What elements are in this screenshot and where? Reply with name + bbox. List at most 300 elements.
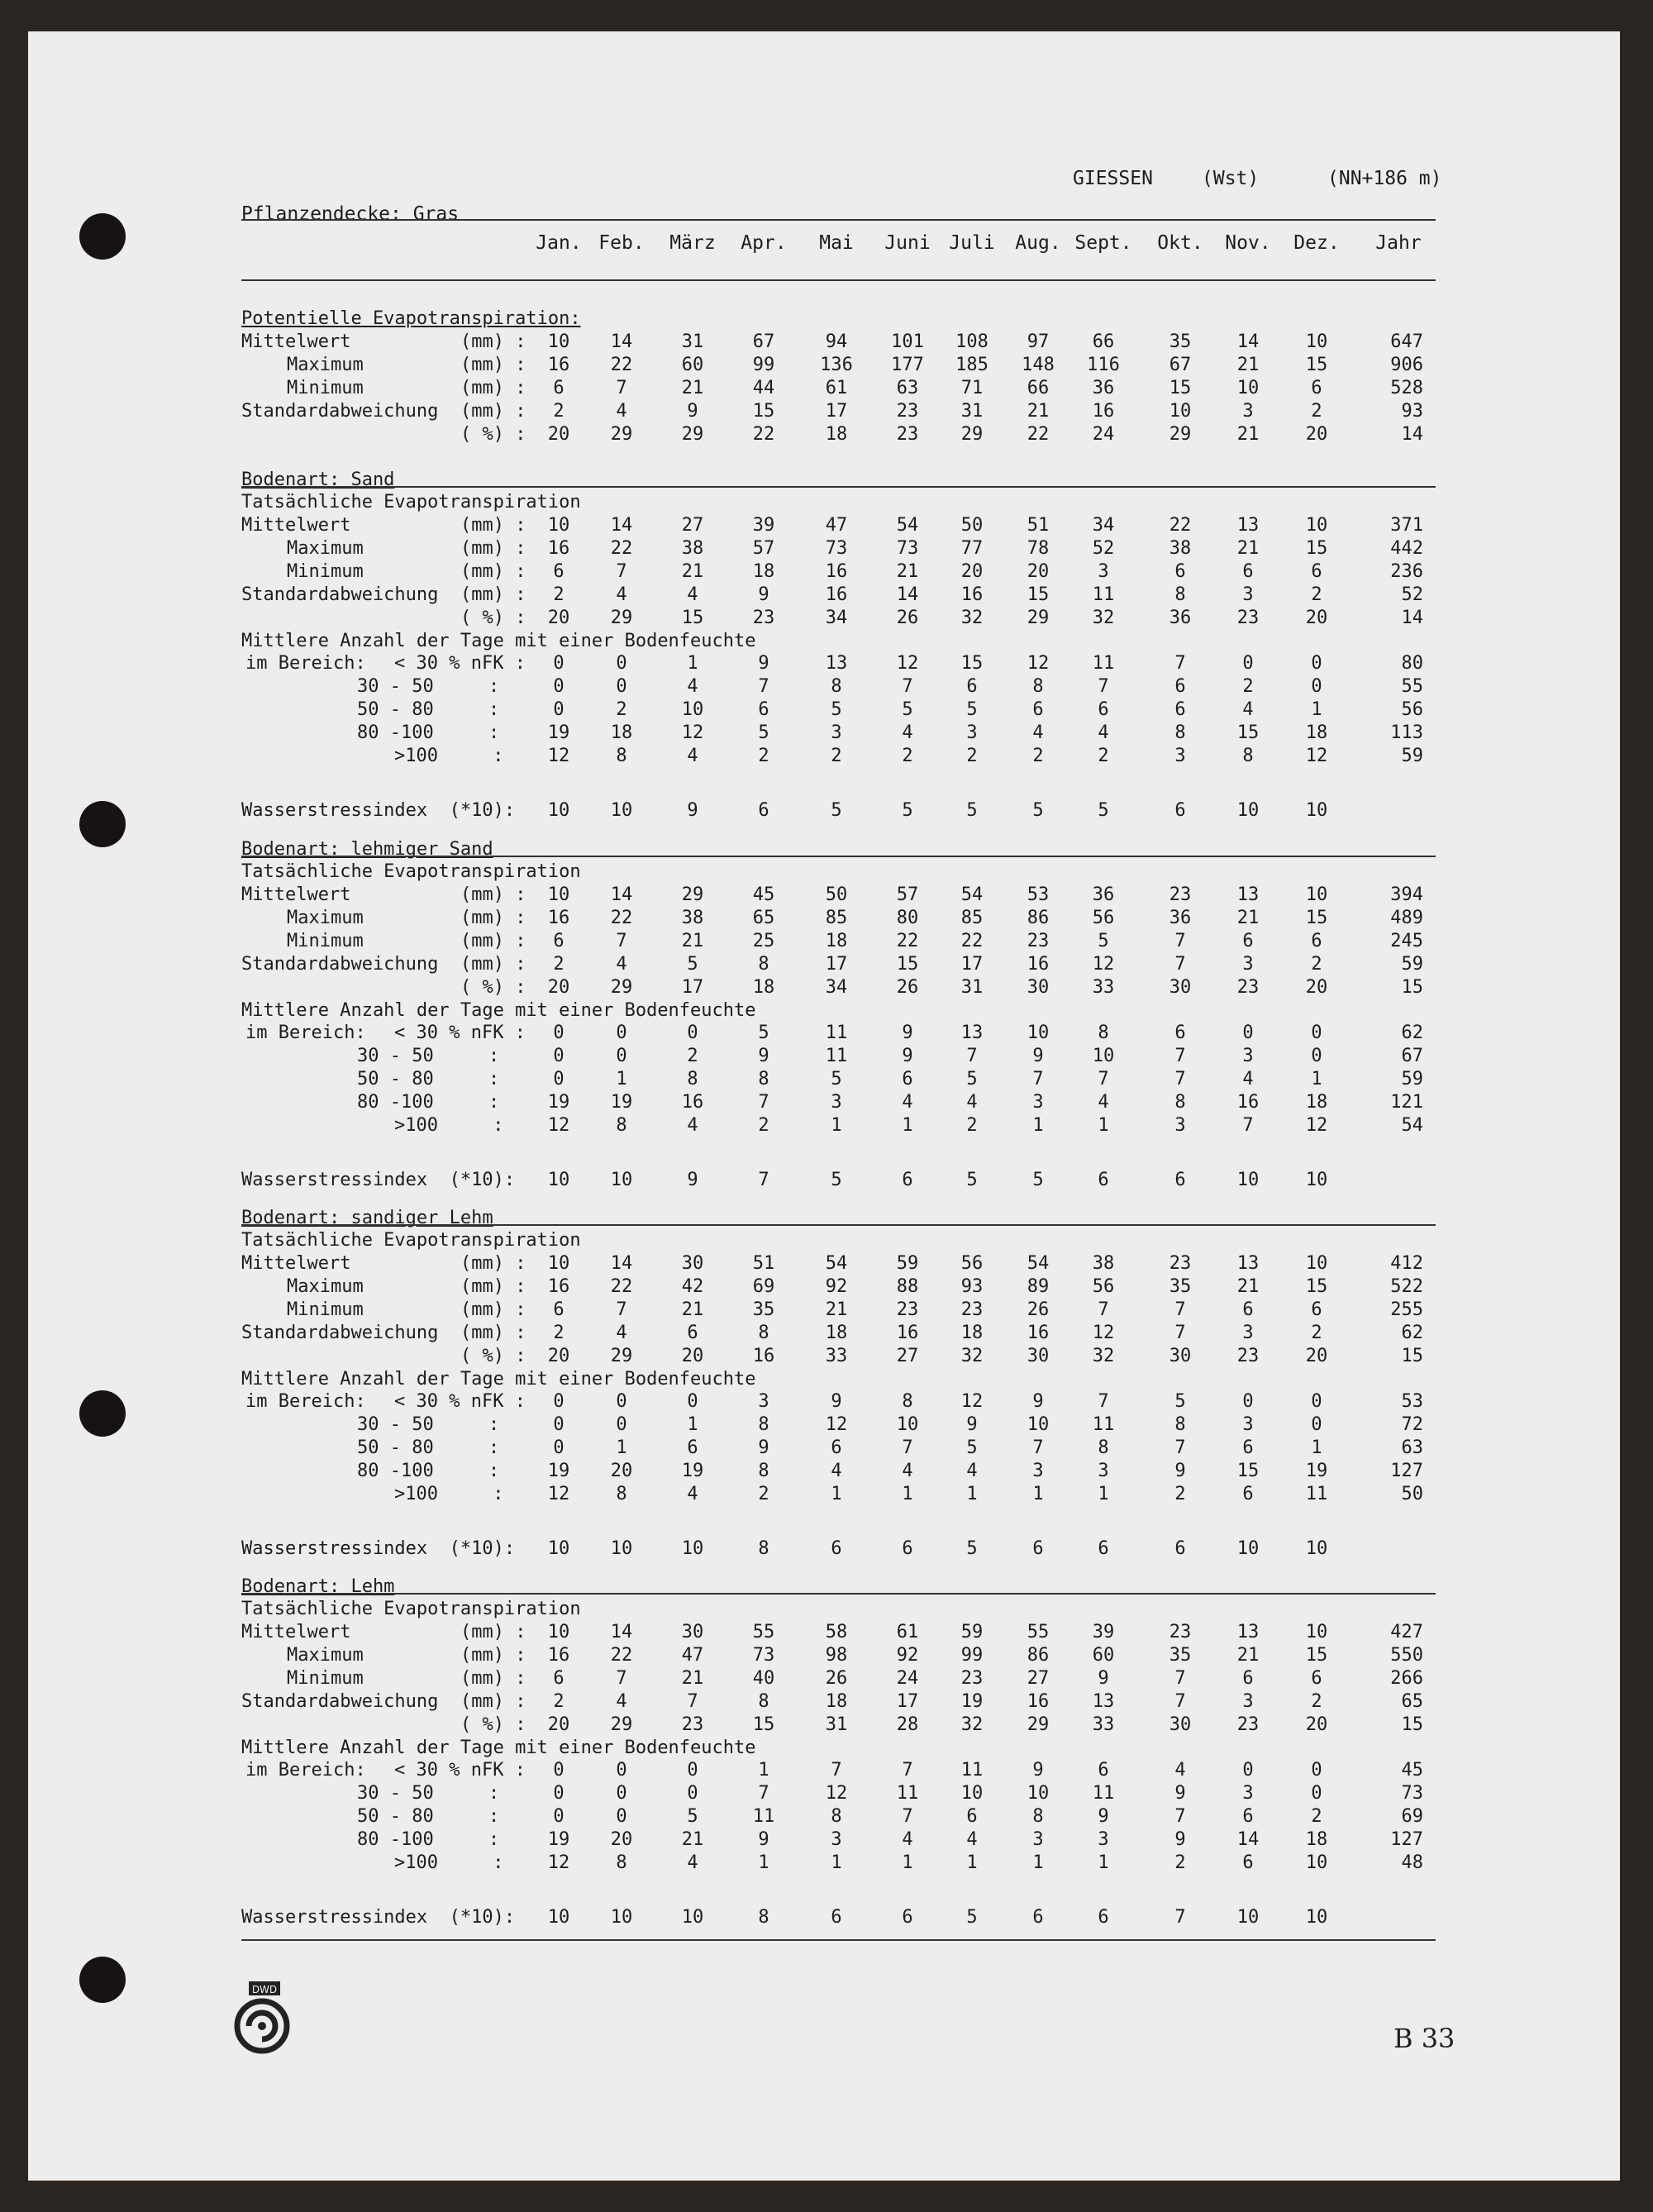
- moisture-row: [241, 1806, 1456, 1829]
- value-cell: 21: [681, 931, 704, 951]
- value-cell: 2: [1174, 1484, 1186, 1504]
- value-cell: 3: [1098, 1461, 1109, 1481]
- range-label: 80 -100 :: [357, 1461, 500, 1481]
- value-cell: 4: [687, 746, 698, 766]
- month-header: Okt.: [1157, 232, 1203, 254]
- value-cell: 18: [610, 722, 633, 743]
- value-cell: 24: [896, 1668, 919, 1689]
- value-cell: 1: [1032, 1852, 1044, 1873]
- value-cell: 1: [1311, 1069, 1322, 1089]
- value-cell: 63: [896, 378, 919, 398]
- value-cell: 99: [752, 355, 775, 375]
- value-cell: 16: [1236, 1092, 1260, 1113]
- value-cell: 12: [960, 1391, 984, 1412]
- annual-value: 245: [1390, 931, 1423, 951]
- value-cell: 16: [1092, 401, 1115, 422]
- value-cell: 10: [610, 1170, 633, 1190]
- value-cell: 9: [758, 1437, 769, 1458]
- value-cell: 0: [553, 1391, 564, 1412]
- value-cell: 0: [553, 1414, 564, 1435]
- stat-row: [241, 331, 1456, 355]
- value-cell: 7: [1032, 1437, 1044, 1458]
- section-soil-sandy-loam: [241, 1208, 1456, 1604]
- value-cell: 9: [966, 1414, 978, 1435]
- value-cell: 4: [616, 584, 627, 605]
- water-stress-row: [241, 1170, 1456, 1193]
- unit-label: (mm) :: [460, 515, 526, 536]
- value-cell: 80: [896, 908, 919, 928]
- value-cell: 6: [902, 1538, 913, 1559]
- value-cell: 7: [1174, 954, 1186, 975]
- value-cell: 30: [1169, 1346, 1192, 1366]
- value-cell: 6: [1032, 1538, 1044, 1559]
- section-title: Potentielle Evapotranspiration:: [241, 308, 581, 329]
- value-cell: 7: [1098, 1069, 1109, 1089]
- value-cell: 17: [896, 1691, 919, 1712]
- value-cell: 2: [966, 1115, 978, 1136]
- moisture-row: [241, 1783, 1456, 1806]
- subsection-title: Tatsächliche Evapotranspiration: [241, 1230, 581, 1251]
- range-label: < 30 % nFK :: [394, 1023, 526, 1043]
- value-cell: 10: [610, 1538, 633, 1559]
- unit-label: (mm) :: [460, 584, 526, 605]
- row-label: Mittelwert: [241, 331, 351, 352]
- value-cell: 7: [616, 378, 627, 398]
- value-cell: 5: [966, 1437, 978, 1458]
- value-cell: 59: [960, 1622, 984, 1642]
- value-cell: 2: [1311, 1323, 1322, 1343]
- annual-value: 15: [1401, 1346, 1423, 1366]
- value-cell: 8: [1174, 1092, 1186, 1113]
- value-cell: 1: [902, 1484, 913, 1504]
- row-label: Minimum: [287, 1668, 364, 1689]
- annual-value: 906: [1390, 355, 1423, 375]
- value-cell: 16: [1027, 1691, 1050, 1712]
- value-cell: 108: [955, 331, 988, 352]
- stat-row: [241, 608, 1456, 631]
- value-cell: 6: [1174, 1170, 1186, 1190]
- month-header: Apr.: [741, 232, 787, 254]
- value-cell: 4: [902, 1829, 913, 1850]
- value-cell: 23: [1169, 1622, 1192, 1642]
- stat-row: [241, 908, 1456, 931]
- value-cell: 31: [825, 1714, 848, 1735]
- value-cell: 9: [1174, 1829, 1186, 1850]
- value-cell: 0: [1242, 1023, 1254, 1043]
- unit-label: (mm) :: [460, 931, 526, 951]
- value-cell: 0: [553, 1437, 564, 1458]
- section-title: Bodenart: Lehm: [241, 1576, 395, 1597]
- value-cell: 4: [966, 1829, 978, 1850]
- month-header: Nov.: [1225, 232, 1271, 254]
- value-cell: 6: [1174, 699, 1186, 720]
- row-label: Maximum: [287, 355, 364, 375]
- divider: [241, 1224, 1436, 1226]
- value-cell: 10: [1305, 884, 1328, 905]
- value-cell: 29: [610, 608, 633, 628]
- value-cell: 3: [1242, 1691, 1254, 1712]
- value-cell: 31: [960, 401, 984, 422]
- annual-value: 72: [1401, 1414, 1423, 1435]
- value-cell: 35: [1169, 1645, 1192, 1666]
- subsection-title: Tatsächliche Evapotranspiration: [241, 1599, 581, 1619]
- value-cell: 6: [553, 931, 564, 951]
- value-cell: 12: [825, 1414, 848, 1435]
- value-cell: 21: [1236, 538, 1260, 559]
- value-cell: 12: [547, 746, 570, 766]
- value-cell: 0: [687, 1023, 698, 1043]
- value-cell: 32: [960, 1346, 984, 1366]
- value-cell: 57: [896, 884, 919, 905]
- value-cell: 54: [896, 515, 919, 536]
- value-cell: 21: [1027, 401, 1050, 422]
- value-cell: 10: [547, 1170, 570, 1190]
- value-cell: 56: [1092, 908, 1115, 928]
- value-cell: 22: [1169, 515, 1192, 536]
- value-cell: 50: [960, 515, 984, 536]
- value-cell: 7: [1174, 931, 1186, 951]
- value-cell: 19: [681, 1461, 704, 1481]
- value-cell: 0: [616, 1414, 627, 1435]
- days-title: Mittlere Anzahl der Tage mit einer Bodenfeuchte: [241, 1369, 756, 1390]
- annual-value: 62: [1401, 1323, 1423, 1343]
- value-cell: 22: [610, 538, 633, 559]
- value-cell: 116: [1087, 355, 1120, 375]
- value-cell: 4: [616, 954, 627, 975]
- value-cell: 92: [825, 1276, 848, 1297]
- moisture-row: [241, 1046, 1456, 1069]
- value-cell: 20: [547, 1714, 570, 1735]
- value-cell: 36: [1169, 908, 1192, 928]
- value-cell: 5: [966, 1538, 978, 1559]
- value-cell: 6: [1098, 699, 1109, 720]
- value-cell: 0: [1311, 1391, 1322, 1412]
- value-cell: 17: [681, 977, 704, 998]
- value-cell: 2: [831, 746, 842, 766]
- value-cell: 16: [681, 1092, 704, 1113]
- value-cell: 7: [902, 676, 913, 697]
- value-cell: 5: [1032, 800, 1044, 821]
- value-cell: 5: [1098, 931, 1109, 951]
- moisture-row: [241, 1023, 1456, 1046]
- value-cell: 11: [752, 1806, 775, 1827]
- annual-value: 59: [1401, 954, 1423, 975]
- value-cell: 0: [687, 1391, 698, 1412]
- range-label: >100 :: [394, 1484, 504, 1504]
- unit-label: (mm) :: [460, 1276, 526, 1297]
- value-cell: 1: [758, 1760, 769, 1781]
- value-cell: 9: [1174, 1461, 1186, 1481]
- value-cell: 15: [1236, 722, 1260, 743]
- value-cell: 9: [1098, 1806, 1109, 1827]
- row-label: Minimum: [287, 1299, 364, 1320]
- value-cell: 3: [1032, 1829, 1044, 1850]
- value-cell: 21: [681, 1299, 704, 1320]
- value-cell: 78: [1027, 538, 1050, 559]
- moisture-row: [241, 653, 1456, 676]
- value-cell: 34: [825, 977, 848, 998]
- value-cell: 0: [1242, 1391, 1254, 1412]
- value-cell: 21: [1236, 1276, 1260, 1297]
- value-cell: 8: [616, 1484, 627, 1504]
- value-cell: 20: [960, 561, 984, 582]
- value-cell: 20: [547, 424, 570, 445]
- value-cell: 8: [1098, 1023, 1109, 1043]
- range-label: 30 - 50 :: [357, 1783, 500, 1804]
- value-cell: 23: [752, 608, 775, 628]
- value-cell: 4: [687, 1484, 698, 1504]
- value-cell: 7: [616, 1668, 627, 1689]
- stat-row: [241, 1645, 1456, 1668]
- annual-value: 14: [1401, 608, 1423, 628]
- value-cell: 6: [553, 1668, 564, 1689]
- value-cell: 11: [1305, 1484, 1328, 1504]
- value-cell: 3: [1032, 1461, 1044, 1481]
- value-cell: 6: [1242, 931, 1254, 951]
- value-cell: 7: [616, 561, 627, 582]
- value-cell: 10: [1305, 1253, 1328, 1274]
- water-stress-row: [241, 1538, 1456, 1561]
- annual-value: 80: [1401, 653, 1423, 674]
- value-cell: 16: [547, 1276, 570, 1297]
- value-cell: 6: [758, 800, 769, 821]
- value-cell: 9: [1032, 1391, 1044, 1412]
- value-cell: 29: [960, 424, 984, 445]
- value-cell: 10: [547, 1253, 570, 1274]
- unit-label: (mm) :: [460, 908, 526, 928]
- value-cell: 21: [1236, 424, 1260, 445]
- value-cell: 30: [1027, 1346, 1050, 1366]
- value-cell: 10: [1236, 1538, 1260, 1559]
- month-header: Aug.: [1015, 232, 1061, 254]
- divider: [241, 486, 1436, 488]
- value-cell: 7: [758, 1783, 769, 1804]
- value-cell: 16: [825, 584, 848, 605]
- value-cell: 6: [553, 378, 564, 398]
- value-cell: 15: [1305, 538, 1328, 559]
- value-cell: 12: [896, 653, 919, 674]
- range-prefix: im Bereich:: [245, 1391, 366, 1412]
- value-cell: 0: [616, 1391, 627, 1412]
- unit-label: (mm) :: [460, 1323, 526, 1343]
- month-header: Juli: [949, 232, 995, 254]
- value-cell: 6: [966, 1806, 978, 1827]
- unit-label: (mm) :: [460, 1622, 526, 1642]
- value-cell: 2: [1311, 954, 1322, 975]
- annual-value: 93: [1401, 401, 1423, 422]
- value-cell: 47: [681, 1645, 704, 1666]
- value-cell: 15: [752, 1714, 775, 1735]
- value-cell: 3: [831, 722, 842, 743]
- value-cell: 2: [1174, 1852, 1186, 1873]
- value-cell: 12: [1305, 746, 1328, 766]
- month-header: Mai: [819, 232, 854, 254]
- month-header: Jahr: [1375, 232, 1422, 254]
- value-cell: 34: [1092, 515, 1115, 536]
- value-cell: 2: [1311, 1691, 1322, 1712]
- days-title: Mittlere Anzahl der Tage mit einer Bodenfeuchte: [241, 1738, 756, 1758]
- value-cell: 6: [1311, 1299, 1322, 1320]
- value-cell: 29: [1027, 1714, 1050, 1735]
- value-cell: 54: [960, 884, 984, 905]
- value-cell: 6: [1032, 699, 1044, 720]
- value-cell: 3: [758, 1391, 769, 1412]
- value-cell: 29: [610, 1346, 633, 1366]
- value-cell: 17: [825, 401, 848, 422]
- value-cell: 9: [831, 1391, 842, 1412]
- value-cell: 0: [553, 1806, 564, 1827]
- value-cell: 27: [1027, 1668, 1050, 1689]
- stat-row: [241, 1622, 1456, 1645]
- value-cell: 6: [1311, 378, 1322, 398]
- value-cell: 29: [610, 1714, 633, 1735]
- value-cell: 44: [752, 378, 775, 398]
- value-cell: 55: [1027, 1622, 1050, 1642]
- stat-row: [241, 1253, 1456, 1276]
- wsi-label: Wasserstressindex (*10):: [241, 1538, 516, 1559]
- value-cell: 18: [1305, 1829, 1328, 1850]
- value-cell: 6: [1242, 1806, 1254, 1827]
- value-cell: 35: [1169, 331, 1192, 352]
- value-cell: 6: [831, 1437, 842, 1458]
- value-cell: 10: [1305, 1538, 1328, 1559]
- stat-row: [241, 355, 1456, 378]
- annual-value: 15: [1401, 1714, 1423, 1735]
- stat-row: [241, 1668, 1456, 1691]
- value-cell: 7: [1174, 1299, 1186, 1320]
- value-cell: 12: [825, 1783, 848, 1804]
- value-cell: 15: [1305, 1645, 1328, 1666]
- value-cell: 2: [1032, 746, 1044, 766]
- value-cell: 21: [681, 1668, 704, 1689]
- value-cell: 6: [1032, 1907, 1044, 1928]
- annual-value: 55: [1401, 676, 1423, 697]
- value-cell: 0: [1311, 1783, 1322, 1804]
- value-cell: 3: [1174, 746, 1186, 766]
- moisture-row: [241, 746, 1456, 769]
- stat-row: [241, 584, 1456, 608]
- station-name: GIESSEN: [1073, 168, 1153, 189]
- value-cell: 66: [1027, 378, 1050, 398]
- value-cell: 20: [1305, 424, 1328, 445]
- value-cell: 23: [1236, 977, 1260, 998]
- value-cell: 8: [758, 1907, 769, 1928]
- value-cell: 0: [616, 1806, 627, 1827]
- value-cell: 5: [758, 722, 769, 743]
- value-cell: 9: [1098, 1668, 1109, 1689]
- value-cell: 5: [966, 1170, 978, 1190]
- row-label: Mittelwert: [241, 1622, 351, 1642]
- unit-label: ( %) :: [460, 1714, 526, 1735]
- value-cell: 6: [1098, 1538, 1109, 1559]
- value-cell: 1: [687, 1414, 698, 1435]
- value-cell: 16: [547, 538, 570, 559]
- annual-value: 45: [1401, 1760, 1423, 1781]
- wsi-label: Wasserstressindex (*10):: [241, 800, 516, 821]
- value-cell: 19: [547, 1829, 570, 1850]
- value-cell: 0: [1311, 653, 1322, 674]
- value-cell: 5: [902, 800, 913, 821]
- moisture-row: [241, 1484, 1456, 1507]
- moisture-row: [241, 1437, 1456, 1461]
- value-cell: 5: [966, 699, 978, 720]
- annual-value: 62: [1401, 1023, 1423, 1043]
- value-cell: 23: [1169, 884, 1192, 905]
- value-cell: 3: [1242, 584, 1254, 605]
- value-cell: 185: [955, 355, 988, 375]
- value-cell: 15: [896, 954, 919, 975]
- annual-value: 266: [1390, 1668, 1423, 1689]
- annual-value: 550: [1390, 1645, 1423, 1666]
- value-cell: 11: [1092, 584, 1115, 605]
- value-cell: 10: [1092, 1046, 1115, 1066]
- value-cell: 10: [1305, 1170, 1328, 1190]
- value-cell: 32: [1092, 608, 1115, 628]
- value-cell: 22: [1027, 424, 1050, 445]
- annual-value: 647: [1390, 331, 1423, 352]
- value-cell: 0: [1311, 1023, 1322, 1043]
- value-cell: 8: [1174, 584, 1186, 605]
- divider: [241, 1593, 1436, 1595]
- value-cell: 6: [1174, 676, 1186, 697]
- value-cell: 1: [1311, 699, 1322, 720]
- value-cell: 6: [553, 1299, 564, 1320]
- value-cell: 38: [1092, 1253, 1115, 1274]
- value-cell: 12: [681, 722, 704, 743]
- value-cell: 3: [831, 1092, 842, 1113]
- annual-value: 113: [1390, 722, 1423, 743]
- value-cell: 11: [960, 1760, 984, 1781]
- annual-value: 255: [1390, 1299, 1423, 1320]
- range-label: 30 - 50 :: [357, 1414, 500, 1435]
- value-cell: 31: [681, 331, 704, 352]
- range-label: < 30 % nFK :: [394, 1760, 526, 1781]
- value-cell: 4: [902, 1092, 913, 1113]
- value-cell: 18: [1305, 722, 1328, 743]
- value-cell: 101: [891, 331, 924, 352]
- value-cell: 7: [1032, 1069, 1044, 1089]
- value-cell: 6: [1174, 1538, 1186, 1559]
- stat-row: [241, 977, 1456, 1000]
- value-cell: 10: [610, 800, 633, 821]
- annual-value: 236: [1390, 561, 1423, 582]
- value-cell: 9: [758, 653, 769, 674]
- value-cell: 14: [610, 1253, 633, 1274]
- annual-value: 121: [1390, 1092, 1423, 1113]
- annual-value: 73: [1401, 1783, 1423, 1804]
- range-label: 50 - 80 :: [357, 1437, 500, 1458]
- divider: [241, 856, 1436, 857]
- row-label: Standardabweichung: [241, 401, 439, 422]
- unit-label: (mm) :: [460, 355, 526, 375]
- month-header: Dez.: [1293, 232, 1340, 254]
- value-cell: 60: [681, 355, 704, 375]
- value-cell: 7: [758, 1170, 769, 1190]
- value-cell: 19: [1305, 1461, 1328, 1481]
- value-cell: 7: [1174, 1437, 1186, 1458]
- value-cell: 3: [1242, 1414, 1254, 1435]
- value-cell: 10: [547, 515, 570, 536]
- annual-value: 15: [1401, 977, 1423, 998]
- stat-row: [241, 931, 1456, 954]
- annual-value: 127: [1390, 1829, 1423, 1850]
- section-soil-sand: [241, 470, 1456, 866]
- value-cell: 0: [1311, 1046, 1322, 1066]
- value-cell: 30: [1169, 977, 1192, 998]
- value-cell: 15: [1305, 1276, 1328, 1297]
- unit-label: (mm) :: [460, 884, 526, 905]
- value-cell: 2: [902, 746, 913, 766]
